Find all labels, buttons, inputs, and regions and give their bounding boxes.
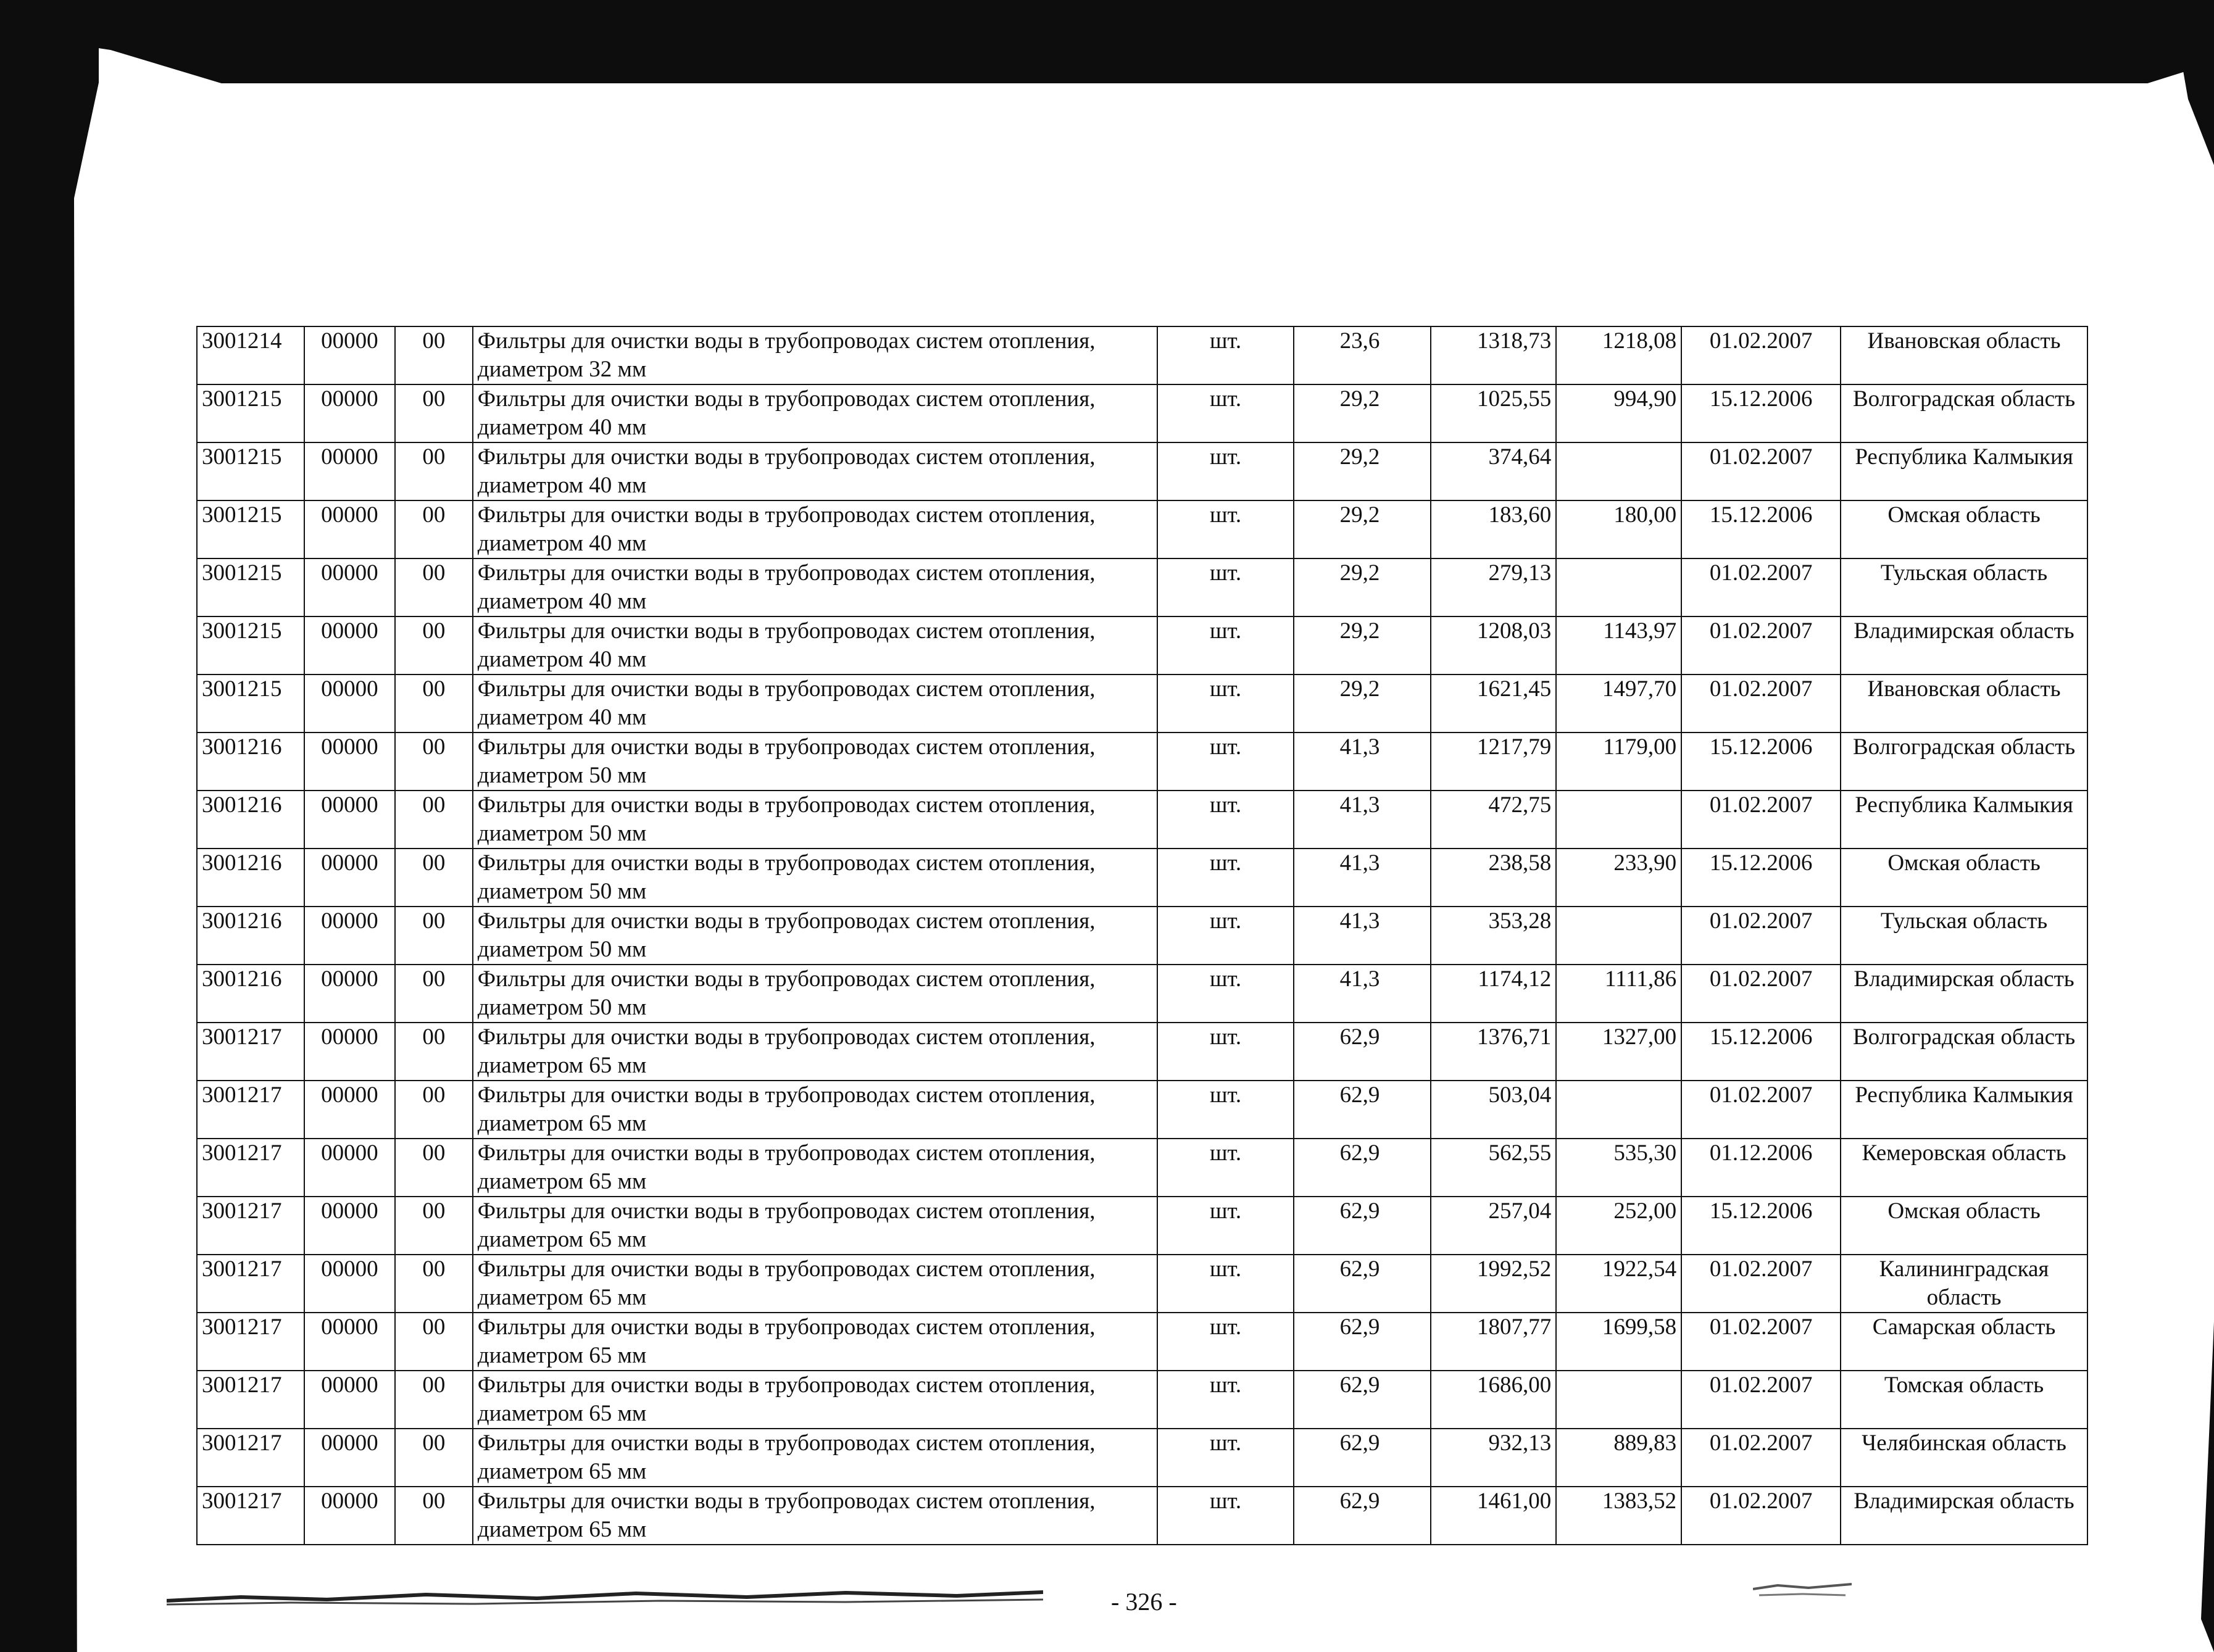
cell-rate: 41,3 — [1294, 791, 1431, 849]
cell-rate: 29,2 — [1294, 442, 1431, 500]
cell-name: Фильтры для очистки воды в трубопроводах систем отопления, диаметром 65 мм — [473, 1197, 1157, 1255]
table-row — [197, 1023, 2087, 1081]
cell-unit: шт. — [1157, 965, 1294, 1023]
cell-unit: шт. — [1157, 907, 1294, 965]
cell-region: Тульская область — [1841, 907, 2087, 965]
cell-price-2: 180,00 — [1556, 500, 1681, 558]
cell-region: Самарская область — [1841, 1313, 2087, 1371]
cell-price-1: 1621,45 — [1431, 674, 1556, 733]
cell-unit: шт. — [1157, 1487, 1294, 1545]
cell-price-1: 279,13 — [1431, 558, 1556, 616]
cell-ext: 00 — [395, 1255, 473, 1313]
cell-unit: шт. — [1157, 1255, 1294, 1313]
table-row — [197, 791, 2087, 849]
cell-unit: шт. — [1157, 1139, 1294, 1197]
cell-date: 15.12.2006 — [1681, 733, 1841, 791]
cell-price-2: 1111,86 — [1556, 965, 1681, 1023]
table-row — [197, 849, 2087, 907]
table-row — [197, 733, 2087, 791]
cell-ext: 00 — [395, 791, 473, 849]
cell-rate: 62,9 — [1294, 1429, 1431, 1487]
table-row — [197, 1197, 2087, 1255]
cell-unit: шт. — [1157, 558, 1294, 616]
cell-rate: 41,3 — [1294, 849, 1431, 907]
cell-name: Фильтры для очистки воды в трубопроводах систем отопления, диаметром 32 мм — [473, 326, 1157, 384]
cell-subcode: 00000 — [304, 1487, 395, 1545]
cell-unit: шт. — [1157, 733, 1294, 791]
cell-price-1: 353,28 — [1431, 907, 1556, 965]
cell-price-1: 257,04 — [1431, 1197, 1556, 1255]
cell-price-1: 562,55 — [1431, 1139, 1556, 1197]
cell-date: 01.02.2007 — [1681, 326, 1841, 384]
cell-rate: 62,9 — [1294, 1255, 1431, 1313]
cell-price-2: 535,30 — [1556, 1139, 1681, 1197]
cell-unit: шт. — [1157, 1023, 1294, 1081]
cell-date: 01.02.2007 — [1681, 442, 1841, 500]
cell-ext: 00 — [395, 849, 473, 907]
footer-scribble — [167, 1587, 1043, 1606]
cell-subcode: 00000 — [304, 733, 395, 791]
cell-code: 3001217 — [197, 1487, 304, 1545]
cell-price-2 — [1556, 558, 1681, 616]
scan-border-left — [0, 0, 99, 1652]
cell-date: 01.02.2007 — [1681, 1255, 1841, 1313]
page-number: - 326 - — [1111, 1588, 1177, 1616]
table-row — [197, 674, 2087, 733]
cell-price-1: 503,04 — [1431, 1081, 1556, 1139]
cell-region: Владимирская область — [1841, 616, 2087, 674]
cell-region: Республика Калмыкия — [1841, 442, 2087, 500]
cell-name: Фильтры для очистки воды в трубопроводах систем отопления, диаметром 50 мм — [473, 907, 1157, 965]
cell-region: Кемеровская область — [1841, 1139, 2087, 1197]
cell-code: 3001217 — [197, 1023, 304, 1081]
cell-code: 3001215 — [197, 616, 304, 674]
table-row — [197, 384, 2087, 442]
cell-subcode: 00000 — [304, 1429, 395, 1487]
cell-price-2: 1699,58 — [1556, 1313, 1681, 1371]
cell-code: 3001217 — [197, 1429, 304, 1487]
cell-price-2: 994,90 — [1556, 384, 1681, 442]
cell-price-1: 1461,00 — [1431, 1487, 1556, 1545]
cell-subcode: 00000 — [304, 1197, 395, 1255]
cell-code: 3001215 — [197, 500, 304, 558]
cell-date: 15.12.2006 — [1681, 500, 1841, 558]
cell-unit: шт. — [1157, 1197, 1294, 1255]
cell-code: 3001215 — [197, 384, 304, 442]
cell-region: Омская область — [1841, 500, 2087, 558]
cell-region: Республика Калмыкия — [1841, 791, 2087, 849]
cell-ext: 00 — [395, 674, 473, 733]
cell-date: 01.02.2007 — [1681, 1429, 1841, 1487]
cell-rate: 41,3 — [1294, 907, 1431, 965]
cell-code: 3001217 — [197, 1197, 304, 1255]
cell-region: Тульская область — [1841, 558, 2087, 616]
cell-price-2: 1383,52 — [1556, 1487, 1681, 1545]
cell-date: 15.12.2006 — [1681, 384, 1841, 442]
cell-ext: 00 — [395, 1429, 473, 1487]
table-row — [197, 1371, 2087, 1429]
cell-subcode: 00000 — [304, 1313, 395, 1371]
footer-scribble-right — [1753, 1577, 1852, 1601]
cell-ext: 00 — [395, 1197, 473, 1255]
cell-code: 3001216 — [197, 907, 304, 965]
cell-subcode: 00000 — [304, 1139, 395, 1197]
cell-price-2 — [1556, 442, 1681, 500]
cell-region: Волгоградская область — [1841, 1023, 2087, 1081]
cell-price-1: 1686,00 — [1431, 1371, 1556, 1429]
table-row — [197, 616, 2087, 674]
cell-price-2: 1327,00 — [1556, 1023, 1681, 1081]
cell-code: 3001216 — [197, 849, 304, 907]
cell-price-1: 238,58 — [1431, 849, 1556, 907]
cell-name: Фильтры для очистки воды в трубопроводах систем отопления, диаметром 40 мм — [473, 500, 1157, 558]
cell-subcode: 00000 — [304, 674, 395, 733]
cell-rate: 62,9 — [1294, 1023, 1431, 1081]
cell-ext: 00 — [395, 1313, 473, 1371]
cell-rate: 62,9 — [1294, 1313, 1431, 1371]
cell-name: Фильтры для очистки воды в трубопроводах систем отопления, диаметром 40 мм — [473, 384, 1157, 442]
cell-price-1: 183,60 — [1431, 500, 1556, 558]
cell-rate: 29,2 — [1294, 616, 1431, 674]
cell-name: Фильтры для очистки воды в трубопроводах систем отопления, диаметром 65 мм — [473, 1313, 1157, 1371]
cell-subcode: 00000 — [304, 500, 395, 558]
cell-code: 3001216 — [197, 965, 304, 1023]
cell-price-2: 1922,54 — [1556, 1255, 1681, 1313]
cell-date: 15.12.2006 — [1681, 1023, 1841, 1081]
cell-rate: 62,9 — [1294, 1139, 1431, 1197]
cell-unit: шт. — [1157, 1081, 1294, 1139]
cell-price-1: 1208,03 — [1431, 616, 1556, 674]
cell-name: Фильтры для очистки воды в трубопроводах систем отопления, диаметром 40 мм — [473, 674, 1157, 733]
cell-name: Фильтры для очистки воды в трубопроводах систем отопления, диаметром 50 мм — [473, 733, 1157, 791]
cell-name: Фильтры для очистки воды в трубопроводах систем отопления, диаметром 65 мм — [473, 1023, 1157, 1081]
table-row — [197, 1255, 2087, 1313]
cell-subcode: 00000 — [304, 1023, 395, 1081]
cell-ext: 00 — [395, 384, 473, 442]
scan-border-top — [0, 0, 2214, 83]
cell-unit: шт. — [1157, 326, 1294, 384]
cell-rate: 41,3 — [1294, 733, 1431, 791]
cell-subcode: 00000 — [304, 558, 395, 616]
table-row — [197, 1487, 2087, 1545]
cell-region: Омская область — [1841, 1197, 2087, 1255]
cell-name: Фильтры для очистки воды в трубопроводах систем отопления, диаметром 40 мм — [473, 558, 1157, 616]
table-body — [197, 326, 2087, 1545]
cell-ext: 00 — [395, 558, 473, 616]
cell-code: 3001215 — [197, 674, 304, 733]
table-row — [197, 1429, 2087, 1487]
cell-code: 3001215 — [197, 442, 304, 500]
cell-price-1: 932,13 — [1431, 1429, 1556, 1487]
cell-date: 01.02.2007 — [1681, 674, 1841, 733]
cell-price-2 — [1556, 791, 1681, 849]
table-row — [197, 1081, 2087, 1139]
cell-ext: 00 — [395, 907, 473, 965]
cell-price-2: 889,83 — [1556, 1429, 1681, 1487]
cell-code: 3001217 — [197, 1255, 304, 1313]
cell-name: Фильтры для очистки воды в трубопроводах систем отопления, диаметром 65 мм — [473, 1429, 1157, 1487]
cell-date: 15.12.2006 — [1681, 849, 1841, 907]
cell-ext: 00 — [395, 733, 473, 791]
cell-ext: 00 — [395, 1487, 473, 1545]
cell-price-2: 1218,08 — [1556, 326, 1681, 384]
table-row — [197, 1313, 2087, 1371]
cell-ext: 00 — [395, 1139, 473, 1197]
cell-unit: шт. — [1157, 674, 1294, 733]
cell-region: Ивановская область — [1841, 674, 2087, 733]
cell-date: 01.02.2007 — [1681, 1313, 1841, 1371]
cell-rate: 23,6 — [1294, 326, 1431, 384]
cell-region: Томская область — [1841, 1371, 2087, 1429]
cell-name: Фильтры для очистки воды в трубопроводах систем отопления, диаметром 65 мм — [473, 1487, 1157, 1545]
cell-date: 01.02.2007 — [1681, 616, 1841, 674]
cell-name: Фильтры для очистки воды в трубопроводах систем отопления, диаметром 65 мм — [473, 1371, 1157, 1429]
cell-rate: 62,9 — [1294, 1197, 1431, 1255]
cell-unit: шт. — [1157, 500, 1294, 558]
cell-price-1: 1025,55 — [1431, 384, 1556, 442]
cell-price-2: 233,90 — [1556, 849, 1681, 907]
cell-ext: 00 — [395, 1081, 473, 1139]
cell-subcode: 00000 — [304, 616, 395, 674]
cell-subcode: 00000 — [304, 442, 395, 500]
cell-name: Фильтры для очистки воды в трубопроводах систем отопления, диаметром 50 мм — [473, 791, 1157, 849]
cell-subcode: 00000 — [304, 965, 395, 1023]
cell-price-2: 1497,70 — [1556, 674, 1681, 733]
cell-name: Фильтры для очистки воды в трубопроводах систем отопления, диаметром 50 мм — [473, 849, 1157, 907]
table-row — [197, 500, 2087, 558]
price-table — [196, 326, 2088, 1545]
table-row — [197, 326, 2087, 384]
cell-rate: 41,3 — [1294, 965, 1431, 1023]
cell-unit: шт. — [1157, 1313, 1294, 1371]
cell-rate: 62,9 — [1294, 1371, 1431, 1429]
cell-region: Омская область — [1841, 849, 2087, 907]
cell-date: 01.02.2007 — [1681, 791, 1841, 849]
cell-subcode: 00000 — [304, 907, 395, 965]
cell-price-1: 1174,12 — [1431, 965, 1556, 1023]
cell-ext: 00 — [395, 1023, 473, 1081]
cell-price-1: 374,64 — [1431, 442, 1556, 500]
cell-code: 3001216 — [197, 733, 304, 791]
cell-ext: 00 — [395, 326, 473, 384]
cell-code: 3001216 — [197, 791, 304, 849]
cell-code: 3001217 — [197, 1313, 304, 1371]
cell-date: 01.02.2007 — [1681, 965, 1841, 1023]
cell-region: Волгоградская область — [1841, 733, 2087, 791]
cell-rate: 29,2 — [1294, 674, 1431, 733]
cell-date: 15.12.2006 — [1681, 1197, 1841, 1255]
cell-price-2 — [1556, 907, 1681, 965]
cell-price-2: 252,00 — [1556, 1197, 1681, 1255]
cell-code: 3001214 — [197, 326, 304, 384]
cell-name: Фильтры для очистки воды в трубопроводах систем отопления, диаметром 65 мм — [473, 1255, 1157, 1313]
cell-rate: 29,2 — [1294, 558, 1431, 616]
cell-name: Фильтры для очистки воды в трубопроводах систем отопления, диаметром 40 мм — [473, 616, 1157, 674]
cell-rate: 29,2 — [1294, 384, 1431, 442]
cell-price-1: 1318,73 — [1431, 326, 1556, 384]
table-row — [197, 558, 2087, 616]
cell-date: 01.02.2007 — [1681, 1371, 1841, 1429]
cell-subcode: 00000 — [304, 849, 395, 907]
cell-rate: 62,9 — [1294, 1487, 1431, 1545]
cell-date: 01.02.2007 — [1681, 1081, 1841, 1139]
cell-price-1: 1217,79 — [1431, 733, 1556, 791]
cell-price-1: 472,75 — [1431, 791, 1556, 849]
cell-subcode: 00000 — [304, 326, 395, 384]
cell-region: Республика Калмыкия — [1841, 1081, 2087, 1139]
cell-region: Владимирская область — [1841, 1487, 2087, 1545]
cell-name: Фильтры для очистки воды в трубопроводах систем отопления, диаметром 65 мм — [473, 1081, 1157, 1139]
cell-subcode: 00000 — [304, 1255, 395, 1313]
cell-subcode: 00000 — [304, 384, 395, 442]
cell-unit: шт. — [1157, 442, 1294, 500]
cell-region: Челябинская область — [1841, 1429, 2087, 1487]
cell-unit: шт. — [1157, 384, 1294, 442]
cell-price-2 — [1556, 1081, 1681, 1139]
table-row — [197, 965, 2087, 1023]
cell-date: 01.02.2007 — [1681, 558, 1841, 616]
cell-price-2: 1179,00 — [1556, 733, 1681, 791]
cell-date: 01.02.2007 — [1681, 1487, 1841, 1545]
cell-subcode: 00000 — [304, 1081, 395, 1139]
cell-price-1: 1376,71 — [1431, 1023, 1556, 1081]
scan-border-right — [2171, 0, 2214, 1652]
cell-price-1: 1992,52 — [1431, 1255, 1556, 1313]
cell-subcode: 00000 — [304, 791, 395, 849]
cell-price-2 — [1556, 1371, 1681, 1429]
table-row — [197, 907, 2087, 965]
table-row — [197, 442, 2087, 500]
cell-date: 01.12.2006 — [1681, 1139, 1841, 1197]
cell-region: Калининградская область — [1841, 1255, 2087, 1313]
cell-code: 3001217 — [197, 1371, 304, 1429]
cell-unit: шт. — [1157, 1371, 1294, 1429]
cell-name: Фильтры для очистки воды в трубопроводах систем отопления, диаметром 40 мм — [473, 442, 1157, 500]
cell-unit: шт. — [1157, 849, 1294, 907]
cell-code: 3001215 — [197, 558, 304, 616]
cell-price-1: 1807,77 — [1431, 1313, 1556, 1371]
cell-rate: 29,2 — [1294, 500, 1431, 558]
cell-unit: шт. — [1157, 616, 1294, 674]
cell-name: Фильтры для очистки воды в трубопроводах систем отопления, диаметром 65 мм — [473, 1139, 1157, 1197]
cell-region: Ивановская область — [1841, 326, 2087, 384]
cell-ext: 00 — [395, 1371, 473, 1429]
cell-ext: 00 — [395, 616, 473, 674]
cell-ext: 00 — [395, 965, 473, 1023]
cell-ext: 00 — [395, 442, 473, 500]
cell-price-2: 1143,97 — [1556, 616, 1681, 674]
cell-code: 3001217 — [197, 1081, 304, 1139]
table-row — [197, 1139, 2087, 1197]
cell-name: Фильтры для очистки воды в трубопроводах систем отопления, диаметром 50 мм — [473, 965, 1157, 1023]
cell-rate: 62,9 — [1294, 1081, 1431, 1139]
cell-unit: шт. — [1157, 791, 1294, 849]
cell-subcode: 00000 — [304, 1371, 395, 1429]
cell-date: 01.02.2007 — [1681, 907, 1841, 965]
cell-region: Волгоградская область — [1841, 384, 2087, 442]
cell-ext: 00 — [395, 500, 473, 558]
cell-region: Владимирская область — [1841, 965, 2087, 1023]
cell-unit: шт. — [1157, 1429, 1294, 1487]
cell-code: 3001217 — [197, 1139, 304, 1197]
